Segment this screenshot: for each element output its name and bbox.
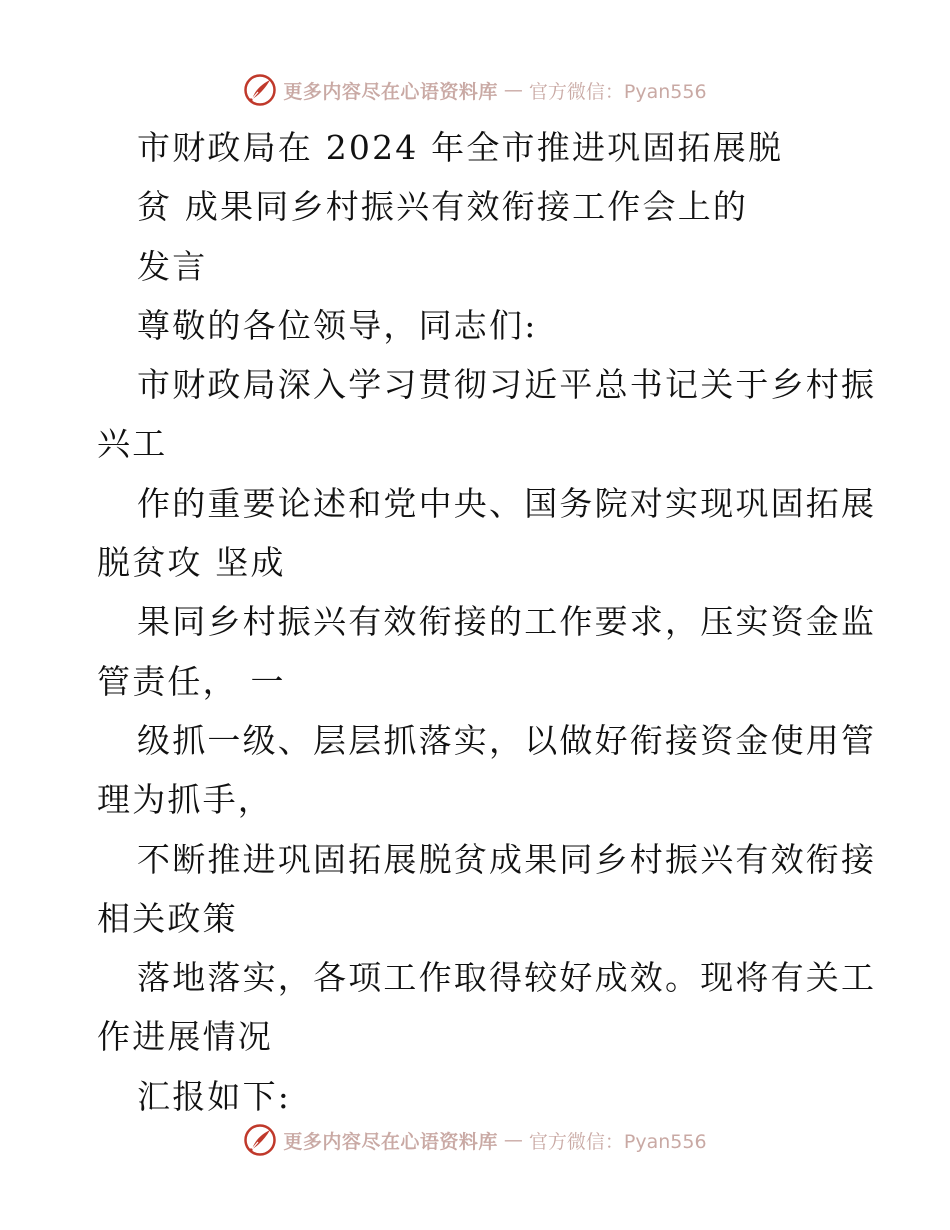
body-line: 汇报如下: [137,1076,292,1116]
title-line-2: 贫 成果同乡村振兴有效衔接工作会上的 [137,187,749,227]
body-line: 作进展情况 [97,1017,273,1057]
body-line: 级抓一级、层层抓落实，以做好衔接资金使用管 [137,720,877,760]
document-body [97,118,877,1126]
title-line-3: 发言 [137,246,208,286]
quill-pen-logo-icon [243,73,277,107]
body-paragraphs [97,355,877,1126]
salutation: 尊敬的各位领导，同志们: [137,305,538,345]
body-line: 兴工 [97,424,168,464]
watermark-contact: 官方微信：Pyan556 [528,1130,707,1153]
title-line-1: 市财政局在 2024 年全市推进巩固拓展脱 [137,128,784,167]
body-line: 落地落实，各项工作取得较好成效。现将有关工 [137,958,877,998]
watermark-contact: 官方微信：Pyan556 [528,80,707,103]
watermark-separator: — [503,1129,523,1151]
body-line: 管责任， 一 [97,661,286,701]
body-line: 理为抓手， [97,780,273,820]
body-line: 不断推进巩固拓展脱贫成果同乡村振兴有效衔接 [137,839,877,879]
watermark-brand: 更多内容尽在心语资料库 [283,1130,498,1153]
body-line: 相关政策 [97,898,238,938]
body-line: 作的重要论述和党中央、国务院对实现巩固拓展 [137,483,877,523]
header-watermark [0,72,950,108]
quill-pen-logo-icon [243,1123,277,1157]
body-line: 脱贫攻 坚成 [97,543,286,583]
watermark-brand: 更多内容尽在心语资料库 [283,80,498,103]
watermark-separator: — [503,79,523,101]
footer-watermark [0,1122,950,1158]
body-line: 果同乡村振兴有效衔接的工作要求，压实资金监 [137,602,877,642]
body-line: 市财政局深入学习贯彻习近平总书记关于乡村振 [137,365,877,405]
